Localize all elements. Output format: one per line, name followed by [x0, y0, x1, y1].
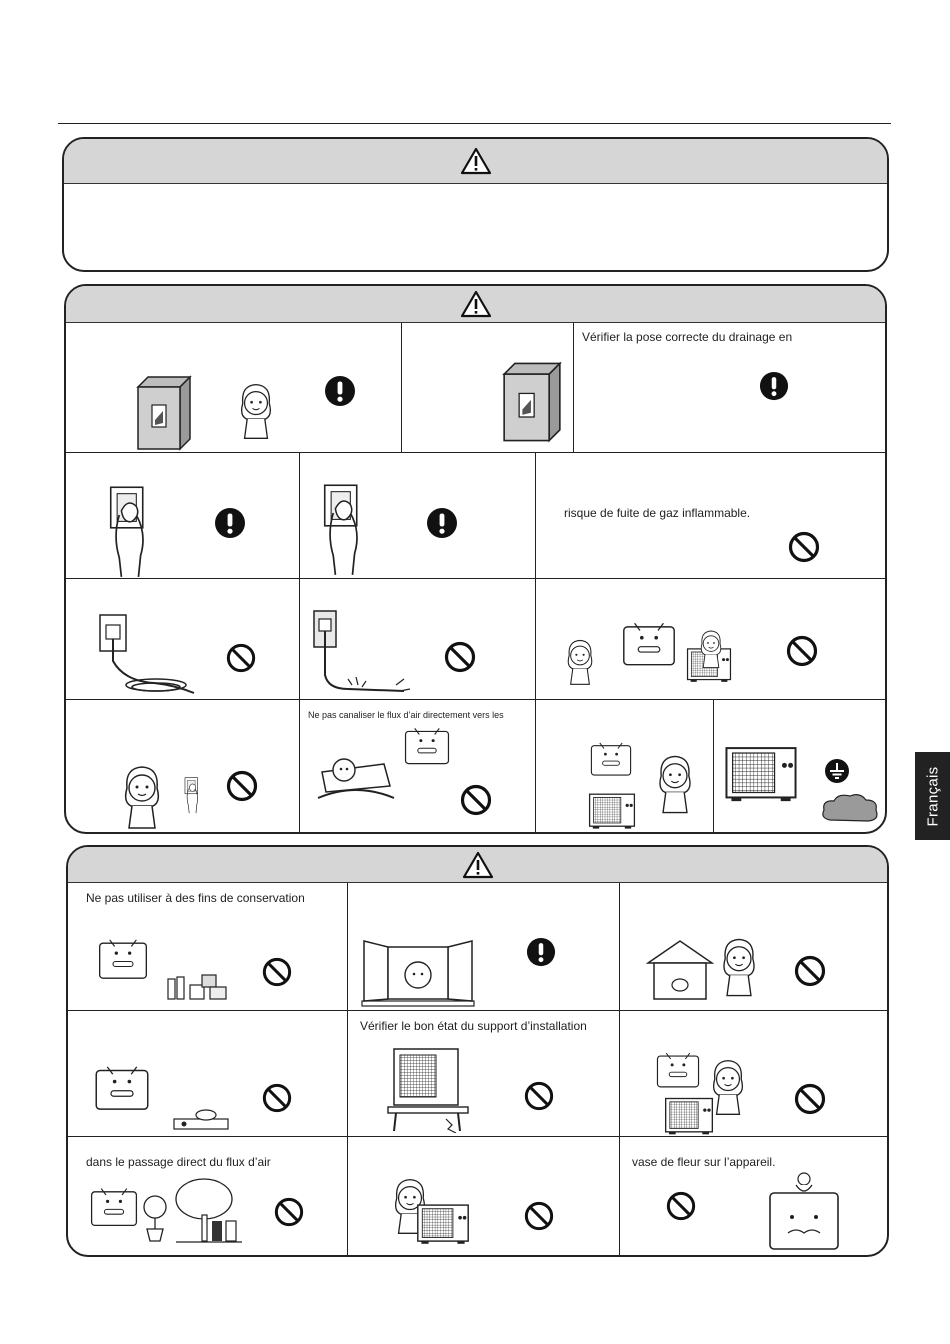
warning-cell-gas	[536, 453, 885, 579]
person-illustration	[234, 379, 278, 443]
ground-icon	[824, 758, 850, 784]
passage-text: dans le passage direct du flux d’air	[86, 1155, 271, 1169]
exclamation-circle-icon	[214, 507, 246, 539]
outdoor-unit-illustration	[416, 1201, 470, 1247]
top-rule	[58, 123, 891, 124]
warning-triangle-icon	[462, 851, 494, 879]
exclamation-circle-icon	[324, 375, 356, 407]
technician-illustration	[652, 740, 698, 828]
prohibition-icon	[226, 770, 258, 802]
indoor-unit-illustration	[590, 740, 632, 778]
warning-triangle-icon	[460, 290, 492, 318]
exclamation-circle-icon	[759, 371, 789, 401]
exclamation-circle-icon	[426, 507, 458, 539]
person-illustration	[116, 762, 168, 832]
caution-cell-climb	[348, 1137, 620, 1255]
warning-cell-airflow	[300, 700, 536, 832]
caution-cell-passage	[68, 1137, 348, 1255]
indoor-unit-illustration	[90, 1187, 138, 1227]
caution-cell-ventilate	[348, 883, 620, 1011]
language-tab-label: Français	[924, 766, 942, 826]
wall-outlet-illustration	[182, 776, 204, 814]
prohibition-icon	[788, 531, 820, 563]
caution-cell-support	[348, 1011, 620, 1137]
indoor-unit-illustration	[656, 1051, 700, 1089]
caution-panel	[66, 845, 889, 1257]
caution-cell-plants	[620, 1011, 887, 1137]
outdoor-unit-illustration	[588, 792, 636, 830]
damaged-support-illustration	[386, 1045, 472, 1133]
warning-cell-technician	[536, 700, 714, 832]
circuit-breaker-illustration	[136, 375, 192, 451]
caution-panel-header	[68, 847, 887, 883]
prohibition-icon	[524, 1081, 554, 1111]
warning-cell-ground	[714, 700, 885, 832]
damaged-cord-illustration	[308, 605, 418, 695]
drainage-text: Vérifier la pose correcte du drainage en	[582, 330, 793, 344]
open-window-illustration	[360, 933, 476, 1007]
prohibition-icon	[524, 1201, 554, 1231]
warning-panel-header	[66, 286, 885, 323]
prohibition-icon	[460, 784, 492, 816]
plug-hand-illustration	[104, 483, 158, 579]
gas-text: risque de fuite de gaz inflammable.	[564, 506, 751, 520]
prohibition-icon	[262, 957, 292, 987]
indoor-unit-illustration	[94, 1065, 150, 1111]
warning-cell-damaged-cord	[300, 579, 536, 700]
warning-panel	[64, 284, 887, 834]
child-illustration	[696, 625, 726, 673]
child-illustration	[562, 631, 598, 693]
warning-cell-breaker	[402, 323, 574, 453]
danger-panel-header	[64, 139, 887, 184]
unit-with-vase-illustration	[766, 1171, 842, 1251]
prohibition-icon	[274, 1197, 304, 1227]
indoor-unit-illustration	[98, 937, 148, 981]
prohibition-icon	[794, 955, 826, 987]
prohibition-icon	[666, 1191, 696, 1221]
stove-illustration	[172, 1105, 230, 1131]
indoor-unit-illustration	[404, 726, 450, 766]
warning-triangle-icon	[460, 147, 492, 175]
danger-panel	[62, 137, 889, 272]
circuit-breaker-illustration	[502, 357, 562, 447]
outdoor-unit-illustration	[724, 744, 798, 804]
person-illustration	[706, 1055, 750, 1119]
baby-rocker-illustration	[314, 742, 398, 804]
warning-cell-cord-bundle	[66, 579, 300, 700]
warning-cell-children-unit	[536, 579, 885, 700]
indoor-unit-illustration	[622, 621, 676, 667]
conservation-text: Ne pas utiliser à des fins de conservation	[86, 891, 305, 905]
potted-plant-illustration	[140, 1193, 170, 1243]
coiled-cord-illustration	[94, 611, 200, 695]
prohibition-icon	[444, 641, 476, 673]
tree-illustration	[172, 1175, 244, 1245]
exclamation-circle-icon	[526, 937, 556, 967]
prohibition-icon	[794, 1083, 826, 1115]
prohibition-icon	[226, 643, 256, 673]
person-illustration	[716, 927, 762, 1007]
food-items-illustration	[166, 971, 228, 1001]
caution-cell-conservation	[68, 883, 348, 1011]
caution-cell-animals	[620, 883, 887, 1011]
airflow-text: Ne pas canaliser le flux d’air directement vers les	[308, 710, 504, 720]
warning-cell-breaker-person	[66, 323, 402, 453]
vase-text: vase de fleur sur l’appareil.	[632, 1155, 776, 1169]
doghouse-illustration	[646, 937, 714, 1001]
warning-cell-drainage	[574, 323, 885, 453]
warning-cell-plug-pull	[300, 453, 536, 579]
support-text: Vérifier le bon état du support d’installation	[360, 1019, 587, 1033]
warning-cell-wet-hands	[66, 700, 300, 832]
plug-hand-illustration	[318, 481, 372, 577]
prohibition-icon	[786, 635, 818, 667]
caution-cell-vase	[620, 1137, 887, 1255]
prohibition-icon	[262, 1083, 292, 1113]
language-tab	[915, 752, 950, 840]
cloud-illustration	[820, 792, 880, 826]
caution-cell-heater	[68, 1011, 348, 1137]
warning-cell-plug-insert	[66, 453, 300, 579]
